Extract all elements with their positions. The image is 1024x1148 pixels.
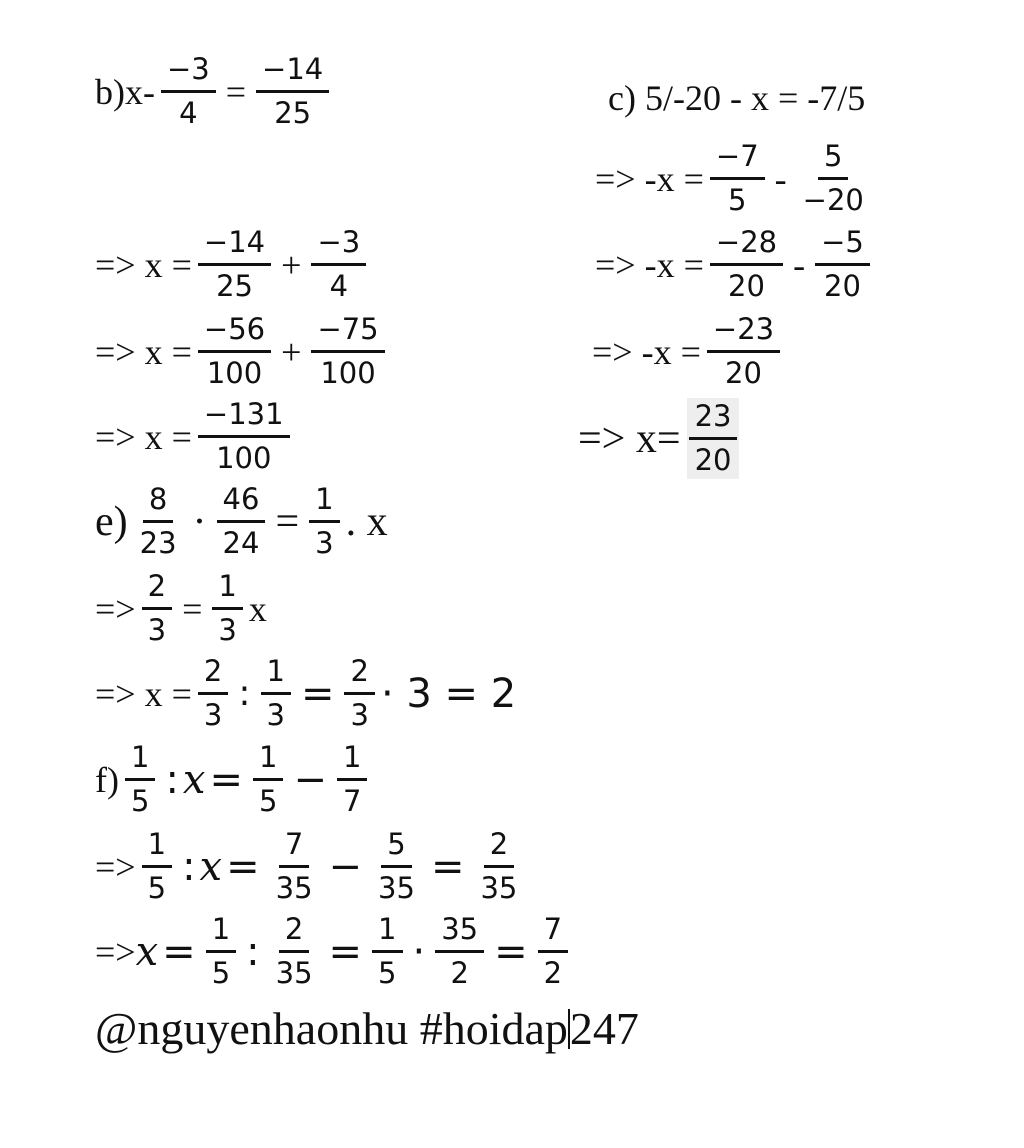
equals: = [209,756,243,803]
fraction: $\frac{7}{2}$ [538,915,568,988]
fraction: $\frac{1}{5}$ [125,743,155,816]
step-prefix: => -x = [595,158,704,199]
eq-b-step3 [95,397,296,475]
colon: : [165,756,179,803]
equals: = [225,71,247,112]
step-prefix: => -x = [595,244,704,285]
step-prefix: => x = [95,331,192,372]
fraction: $\frac{1}{3}$ [212,572,242,645]
fraction: $\frac{-14}{25}$ [256,55,329,128]
fraction: $\frac{5}{-20}$ [802,139,864,217]
eq-e-head [95,482,388,560]
fraction: $\frac{1}{5}$ [372,915,402,988]
eq-label: e) [95,498,128,545]
step-prefix: => x = [95,244,192,285]
fraction: $\frac{-28}{20}$ [710,228,783,301]
equals: = [275,498,300,545]
minus: - [774,158,787,199]
fraction: $\frac{8}{23}$ [139,482,177,560]
eq-c-result [578,398,745,479]
eq-tail: x [248,588,267,629]
fraction: $\frac{-7}{5}$ [710,142,765,215]
eq-label: b)x- [95,71,155,112]
fraction: $\frac{1}{5}$ [142,830,172,903]
fraction: $\frac{2}{3}$ [344,657,374,730]
fraction: $\frac{46}{24}$ [217,485,266,558]
equals: = [162,928,196,975]
eq-b-step1 [95,225,372,303]
var-x: 𝑥 [182,756,206,803]
equals: = [430,843,465,890]
colon: : [182,843,196,890]
fraction: $\frac{-56}{100}$ [198,315,271,388]
eq-f-step1 [95,827,529,905]
fraction: $\frac{-3}{4}$ [161,55,216,128]
fraction: $\frac{1}{5}$ [253,743,283,816]
eq-tail: . x [345,498,388,545]
equals: = [328,928,363,975]
equals: = [300,670,335,717]
step-prefix: => [95,588,136,629]
minus: − [328,843,363,890]
signature-text: @nguyenhaonhu #hoidap [95,1003,568,1054]
fraction: $\frac{1}{3}$ [261,657,291,730]
eq-c-step2 [595,225,876,303]
fraction: $\frac{1}{3}$ [309,485,339,558]
step-prefix: => x = [95,673,192,714]
var-x: 𝑥 [199,843,223,890]
minus: − [293,756,327,803]
eq-c-step1 [595,139,876,217]
eq-c-step3 [592,312,786,390]
eq-e-step2 [95,654,517,732]
fraction: $\frac{7}{35}$ [275,827,313,905]
fraction: $\frac{1}{7}$ [337,743,367,816]
fraction: $\frac{2}{35}$ [275,912,313,990]
fraction: $\frac{-3}{4}$ [311,228,366,301]
dot: · [412,928,426,975]
step-prefix: => [95,846,136,887]
colon: : [246,928,260,975]
eq-b-step2 [95,312,391,390]
fraction: $\frac{1}{5}$ [206,915,236,988]
fraction: $\frac{35}{2}$ [435,915,484,988]
var-x: 𝑥 [135,928,159,975]
eq-e-step1 [95,569,267,647]
fraction: $\frac{2}{3}$ [198,657,228,730]
fraction: $\frac{-14}{25}$ [198,228,271,301]
eq-f-head [95,740,373,818]
plus: + [281,244,302,285]
dot: · [192,498,207,545]
eq-b-head [95,52,335,130]
signature [95,1003,639,1054]
eq-label: f) [95,759,119,800]
eq-text: c) 5/-20 - x = -7/5 [608,78,866,118]
fraction: $\frac{5}{35}$ [378,827,415,905]
step-prefix: => [95,931,136,972]
equals: = [494,928,528,975]
colon: : [238,672,251,714]
equals: = [182,588,203,629]
plus: + [281,331,302,372]
signature-text-end: 247 [569,1003,639,1054]
step-prefix: => x= [578,415,681,462]
eq-c-head [608,80,865,116]
fraction: $\frac{-23}{20}$ [707,315,780,388]
equals: = [226,843,260,890]
eq-rest: · 3 = 2 [380,670,517,717]
step-prefix: => -x = [592,331,701,372]
highlighted-fraction: $\frac{23}{20}$ [687,398,740,479]
fraction: $\frac{-5}{20}$ [815,228,870,301]
fraction: $\frac{2}{3}$ [142,572,172,645]
minus: - [793,244,806,285]
fraction: $\frac{-131}{100}$ [198,400,290,473]
fraction: $\frac{2}{35}$ [480,827,518,905]
eq-f-step2 [95,912,574,990]
step-prefix: => x = [95,416,192,457]
fraction: $\frac{-75}{100}$ [311,315,384,388]
